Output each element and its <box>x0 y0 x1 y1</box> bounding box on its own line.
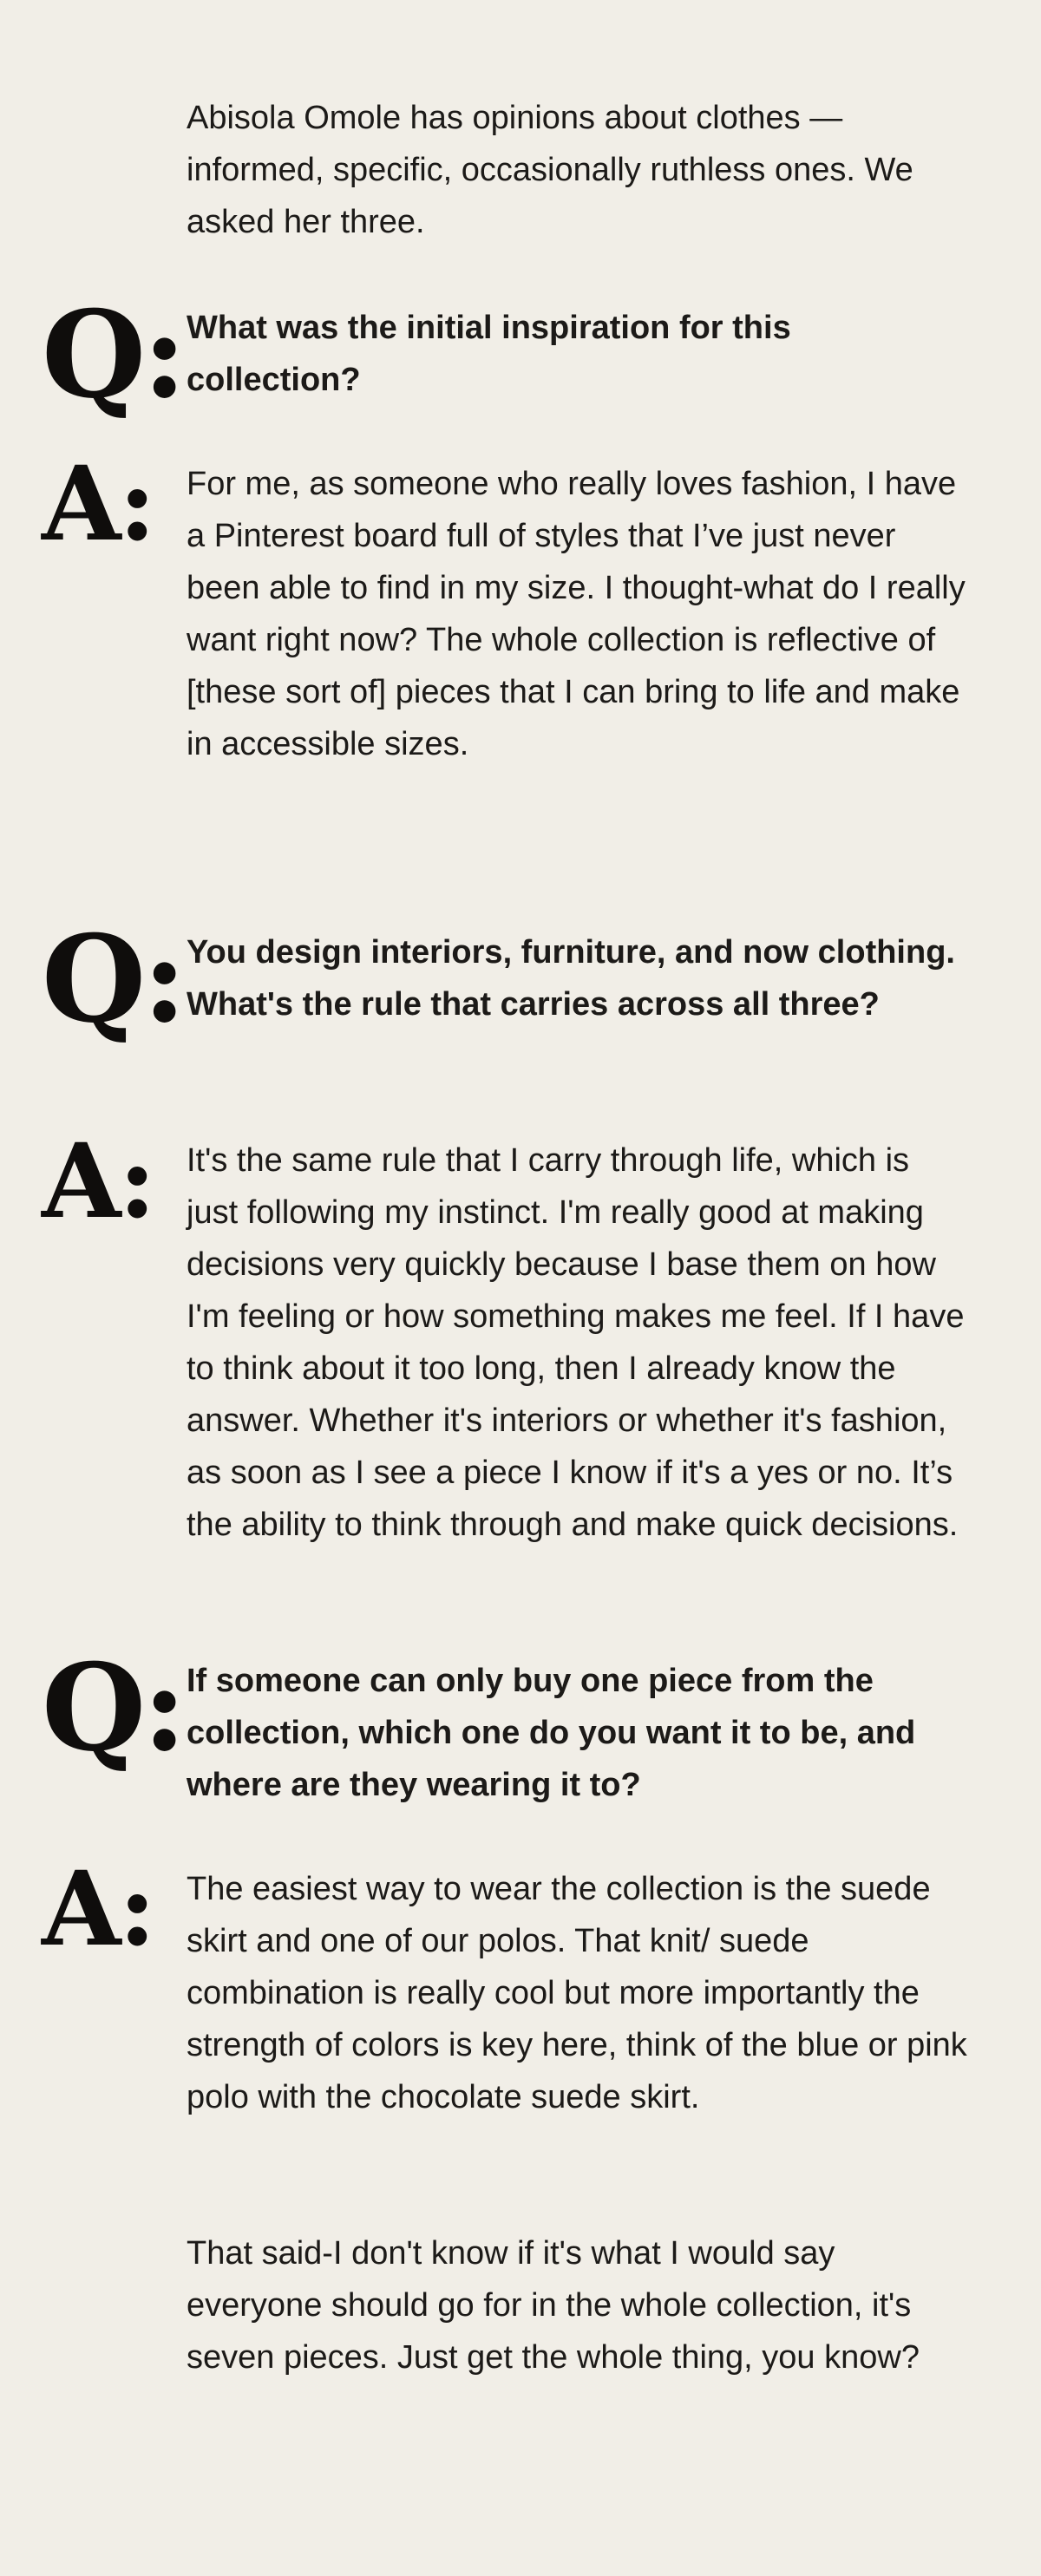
question-marker-icon: Q: <box>42 284 184 425</box>
question-marker-icon: Q: <box>42 1637 184 1778</box>
answer-paragraph: That said-I don't know if it's what I would say everyone should go for in the whole collection, it's seven pieces. Just get the whole thing, you know? <box>187 2235 920 2376</box>
answer-marker-icon: A: <box>42 1848 154 1969</box>
answer-paragraph: The easiest way to wear the collection is the suede skirt and one of our polos. That knit/ suede combination is really cool but more importantly the strength of colors is key here, think of the blue or pink polo with the chocolate suede skirt. <box>187 1871 967 2115</box>
answer-marker-icon: A: <box>42 1121 154 1241</box>
answer-paragraph: It's the same rule that I carry through life, which is just following my instinct. I'm really good at making decisions very quickly because I base them on how I'm feeling or how something makes me feel. If I have to think about it too long, then I already know the answer. Whether it's interiors or whether it's fashion, as soon as I see a piece I know if it's a yes or no. It’s the ability to think through and make quick decisions. <box>187 1142 965 1543</box>
intro-paragraph: Abisola Omole has opinions about clothes — informed, specific, occasionally ruthless ones. We asked her three. <box>187 100 913 240</box>
answer-marker-icon: A: <box>42 443 154 564</box>
answer-paragraph: For me, as someone who really loves fashion, I have a Pinterest board full of styles that I’ve just never been able to find in my size. I thought-what do I really want right now? The whole collection is reflective of [these sort of] pieces that I can bring to life and make in accessible sizes. <box>187 466 966 762</box>
question-text: If someone can only buy one piece from the collection, which one do you want it to be, and where are they wearing it to? <box>187 1663 916 1803</box>
question-marker-icon: Q: <box>42 908 184 1049</box>
question-text: You design interiors, furniture, and now clothing. What's the rule that carries across all three? <box>187 934 955 1023</box>
question-text: What was the initial inspiration for this collection? <box>187 310 791 398</box>
